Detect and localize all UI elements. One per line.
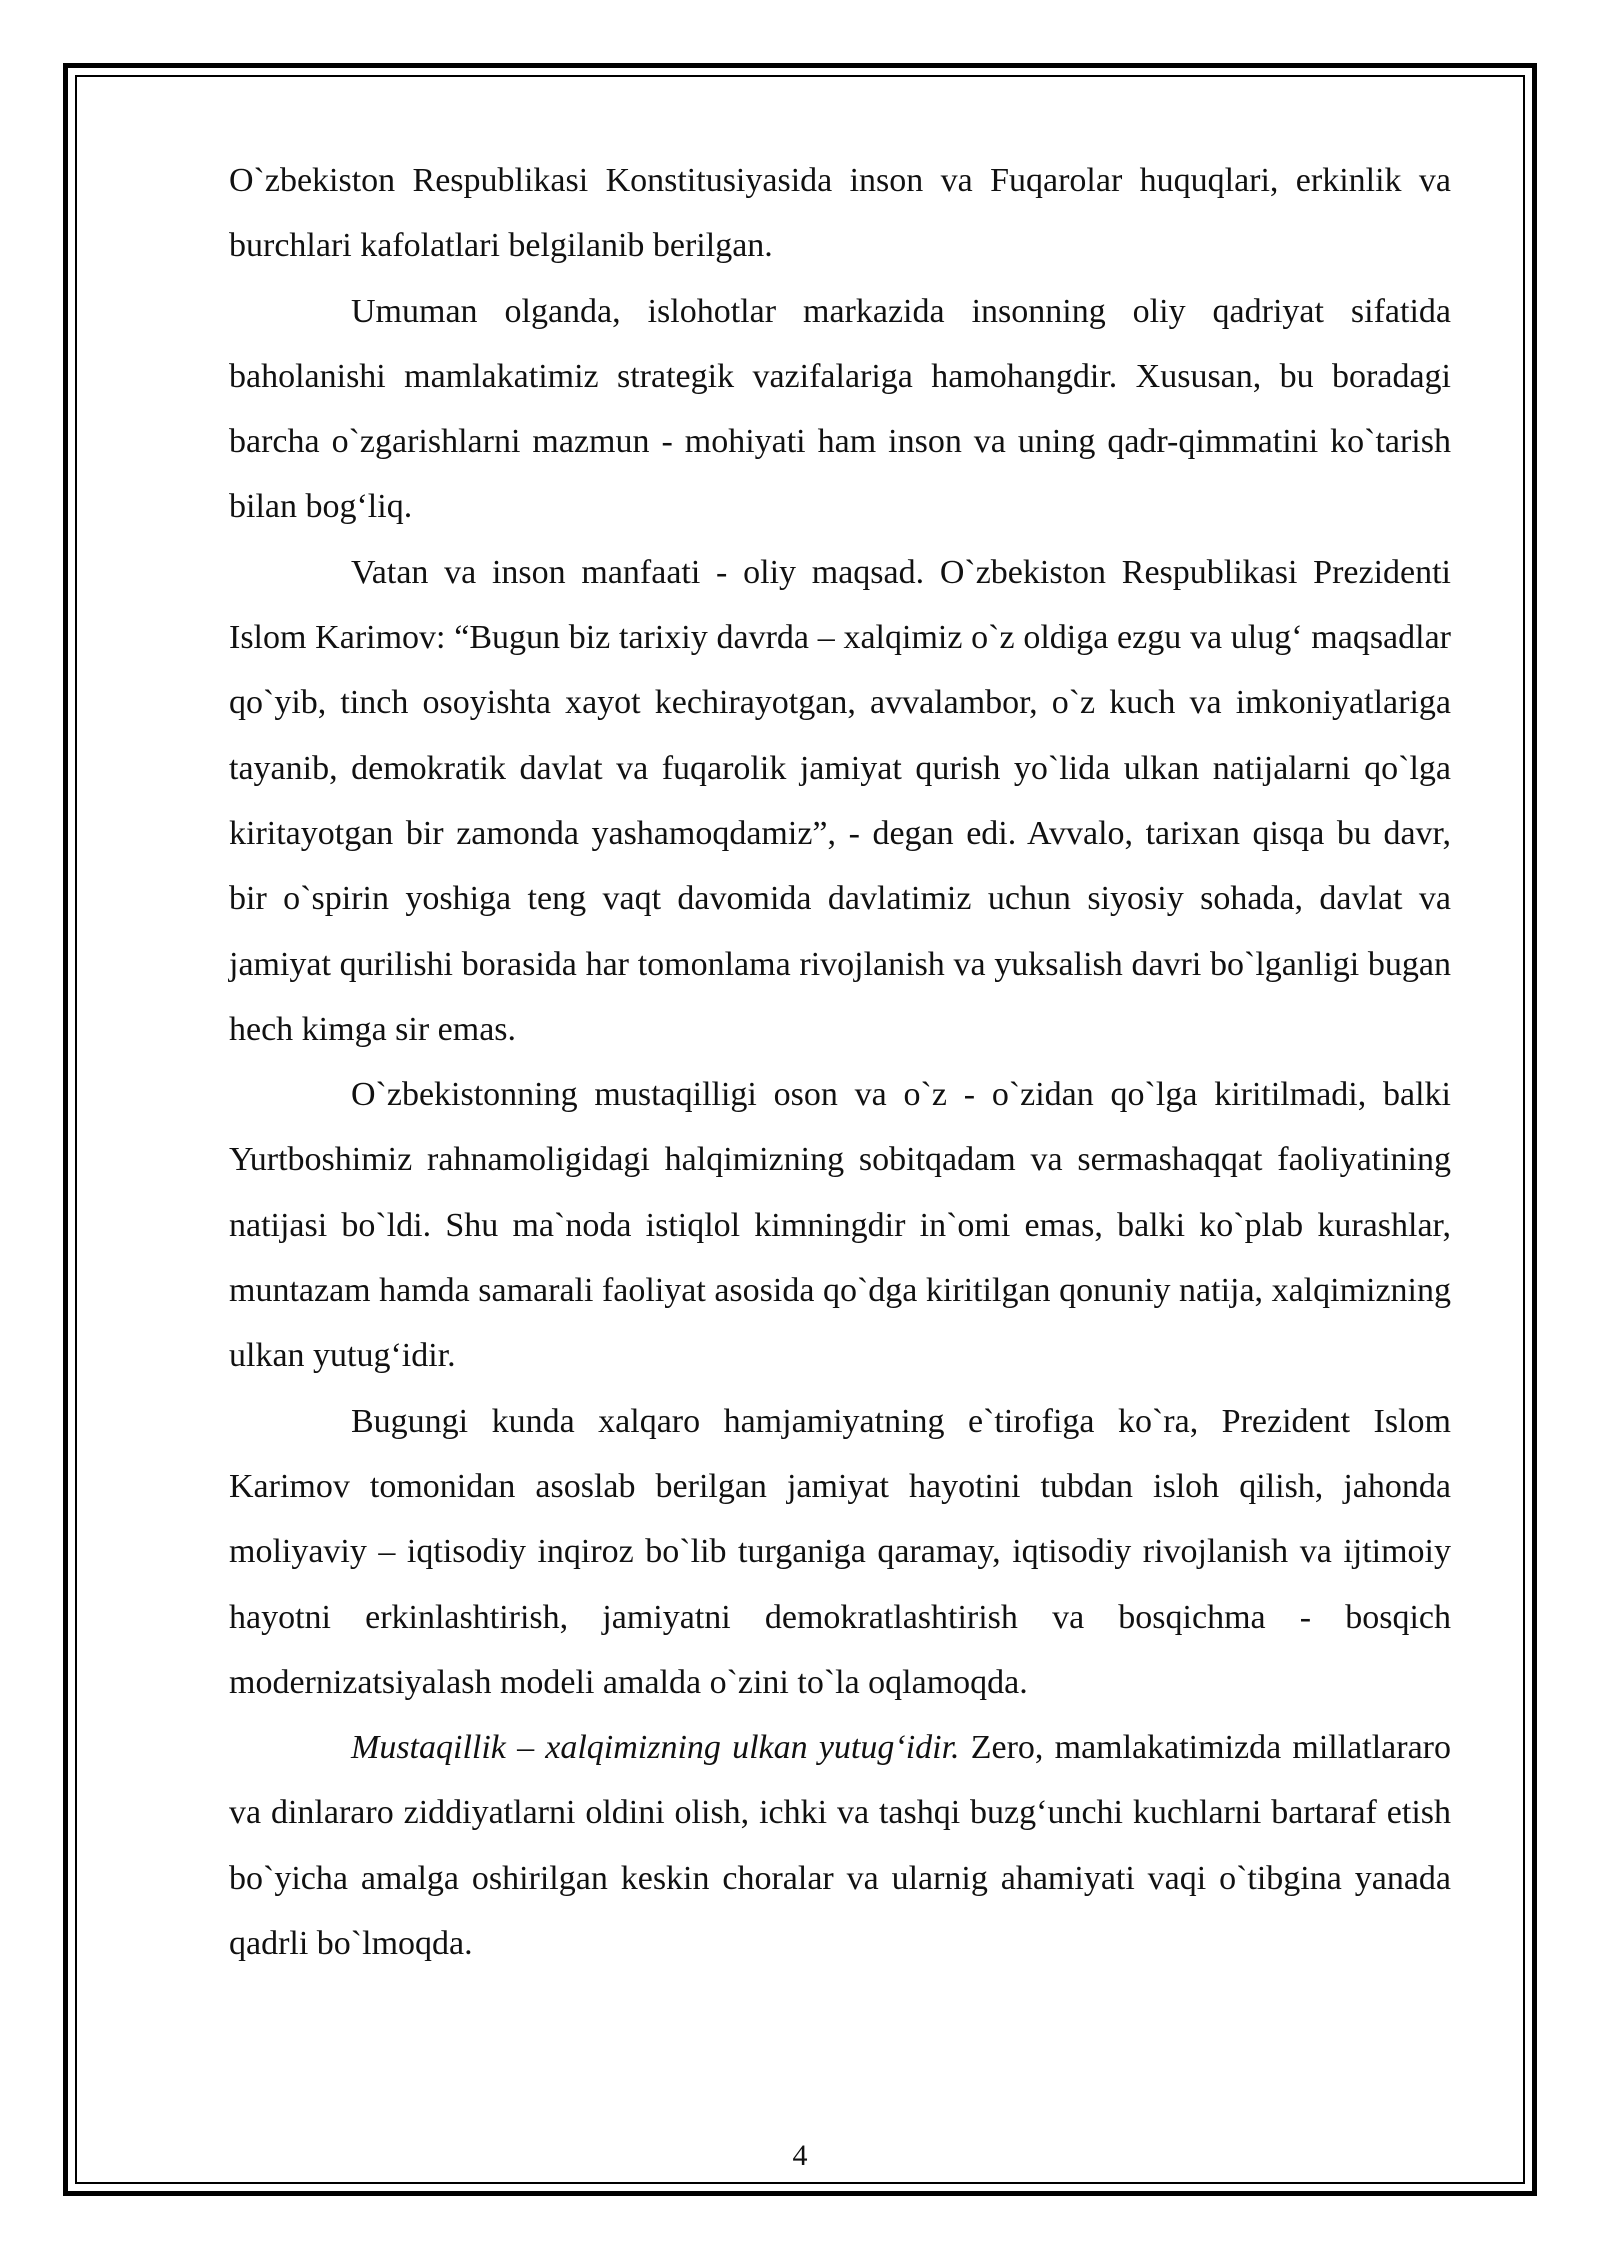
paragraph-6 <box>229 1715 1451 1976</box>
paragraph-5: Bugungi kunda xalqaro hamjamiyatning e`tirofiga ko`ra, Prezident Islom Karimov tomonidan asoslab berilgan jamiyat hayotini tubdan isloh qilish, jahonda moliyaviy – iqtisodiy inqiroz bo`lib turganiga qaramay, iqtisodiy rivojlanish va ijtimoiy hayotni erkinlashtirish, jamiyatni demokratlashtirish va bosqichma - bosqich modernizatsiyalash modeli amalda o`zini to`la oqlamoqda. <box>229 1402 1451 1701</box>
paragraph-6-text: Zero, mamlakatimizda millatlararo va dinlararo ziddiyatlarni oldini olish, ichki va tashqi buzg‘unchi kuchlarni bartaraf etish bo`yicha amalga oshirilgan keskin choralar va ularnig ahamiyati vaqi o`tibgina yanada qadrli bo`lmoqda. <box>229 1729 1451 1963</box>
paragraph-3: Vatan va inson manfaati - oliy maqsad. O`zbekiston Respublikasi Prezidenti Islom Karimov: “Bugun biz tarixiy davrda – xalqimiz o`z oldiga ezgu va ulug‘ maqsadlar qo`yib, tinch osoyishta xayot kechirayotgan, avvalambor, o`z kuch va imkoniyatlariga tayanib, demokratik davlat va fuqarolik jamiyat qurish yo`lida ulkan natijalarni qo`lga kiritayotgan bir zamonda yashamoqdamiz”, - degan edi. Avvalo, tarixan qisqa bu davr, bir o`spirin yoshiga teng vaqt davomida davlatimiz uchun siyosiy sohada, davlat va jamiyat qurilishi borasida har tomonlama rivojlanish va yuksalish davri bo`lganligi bugan hech kimga sir emas. <box>229 553 1451 1048</box>
paragraph-1: O`zbekiston Respublikasi Konstitusiyasida inson va Fuqarolar huquqlari, erkinlik va burchlari kafolatlari belgilanib berilgan. <box>229 162 1451 265</box>
paragraph-2: Umuman olganda, islohotlar markazida insonning oliy qadriyat sifatida baholanishi mamlakatimiz strategik vazifalariga hamohangdir. Xususan, bu boradagi barcha o`zgarishlarni mazmun - mohiyati ham inson va uning qadr-qimmatini ko`tarish bilan bog‘liq. <box>229 292 1451 526</box>
italic-lead: Mustaqillik – xalqimizning ulkan yutug‘idir. <box>351 1729 960 1767</box>
document-body <box>229 148 1451 1976</box>
page-number: 4 <box>792 2139 808 2172</box>
paragraph-4: O`zbekistonning mustaqilligi oson va o`z - o`zidan qo`lga kiritilmadi, balki Yurtboshimiz rahnamoligidagi halqimizning sobitqadam va sermashaqqat faoliyatining natijasi bo`ldi. Shu ma`noda istiqlol kimningdir in`omi emas, balki ko`plab kurashlar, muntazam hamda samarali faoliyat asosida qo`dga kiritilgan qonuniy natija, xalqimizning ulkan yutug‘idir. <box>229 1076 1451 1375</box>
